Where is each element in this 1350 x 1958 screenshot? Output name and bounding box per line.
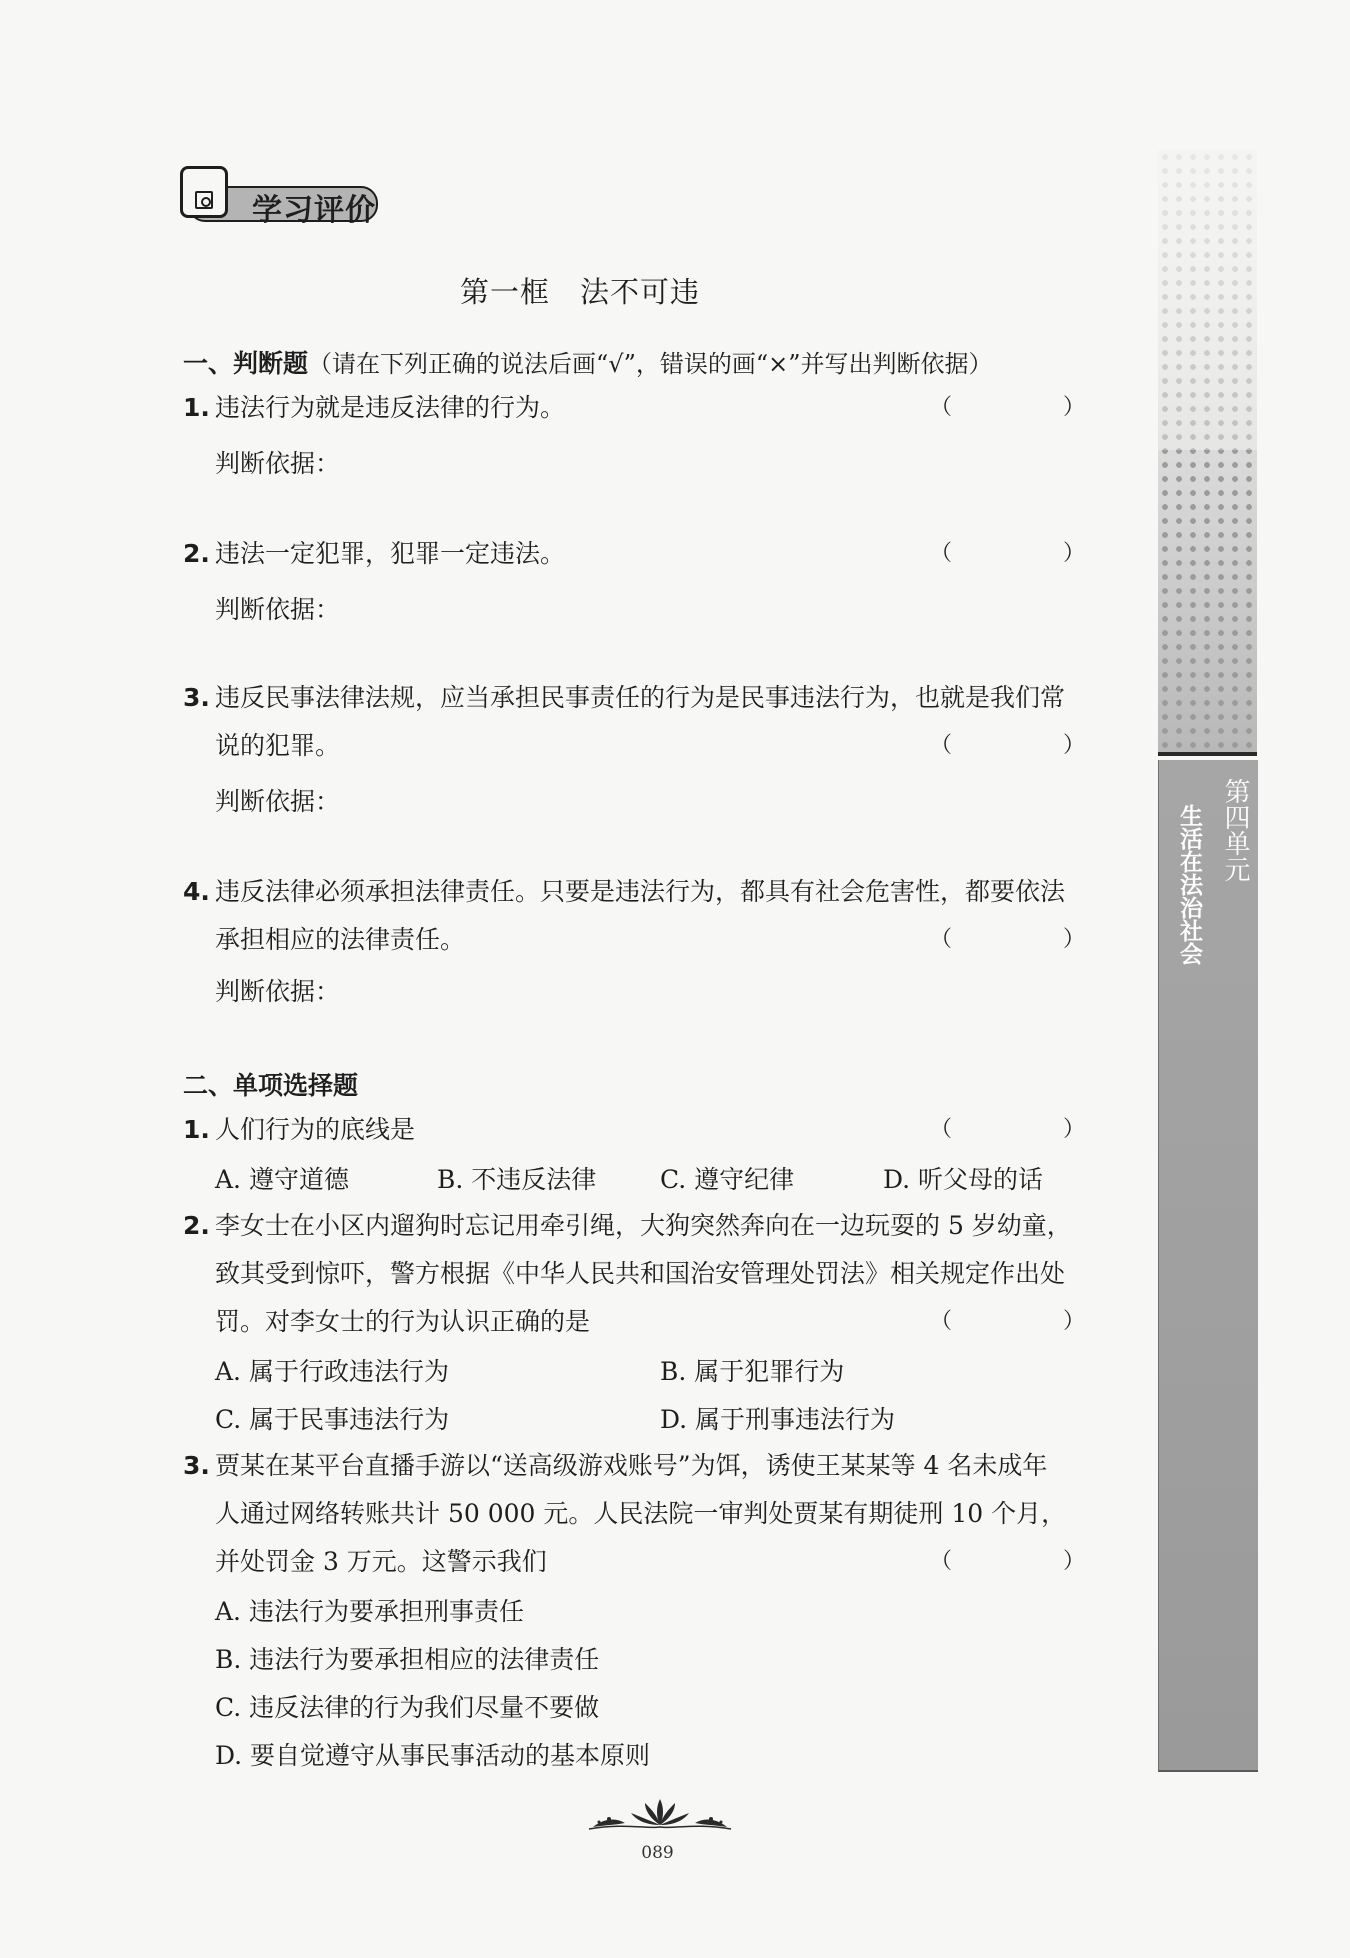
question-line: 李女士在小区内遛狗时忘记用牵引绳，大狗突然奔向在一边玩耍的 5 岁幼童，	[215, 1211, 1072, 1240]
option-b[interactable]: B. 不违反法律	[437, 1165, 597, 1194]
answer-blank[interactable]: （ ）	[930, 541, 1137, 566]
option-b[interactable]: B. 违法行为要承担相应的法律责任	[215, 1645, 600, 1674]
judgment-question-1	[183, 384, 1137, 432]
question-number: 2.	[183, 1211, 210, 1240]
judgment-question-2	[183, 530, 1137, 578]
answer-blank[interactable]: （ ）	[930, 1549, 1137, 1574]
floppy-icon	[180, 166, 228, 218]
question-text: 人们行为的底线是	[215, 1115, 416, 1144]
option-b[interactable]: B. 属于犯罪行为	[660, 1357, 845, 1386]
choice-question-1	[183, 1106, 1137, 1154]
question-number: 2.	[183, 539, 210, 568]
question-number: 3.	[183, 683, 210, 712]
question-line: 致其受到惊吓，警方根据《中华人民共和国治安管理处罚法》相关规定作出处	[215, 1259, 1066, 1288]
page-number: 089	[641, 1843, 674, 1863]
choice-question-3	[183, 1442, 1137, 1586]
question-line: 并处罚金 3 万元。这警示我们	[215, 1547, 547, 1576]
basis-label: 判断依据：	[215, 595, 341, 624]
question-number: 4.	[183, 877, 210, 906]
badge-label: 学习评价	[252, 193, 376, 228]
section1-title-text: 一、判断题	[183, 349, 309, 378]
basis-label: 判断依据：	[215, 977, 341, 1006]
question-number: 1.	[183, 393, 210, 422]
question-line: 承担相应的法律责任。	[215, 925, 466, 954]
option-d[interactable]: D. 属于刑事违法行为	[660, 1405, 896, 1434]
unit-label: 第四单元	[1220, 778, 1250, 882]
option-d[interactable]: D. 听父母的话	[883, 1165, 1044, 1194]
question-line: 罚。对李女士的行为认识正确的是	[215, 1307, 591, 1336]
question-line: 人通过网络转账共计 50 000 元。人民法院一审判处贾某有期徒刑 10 个月，	[215, 1499, 1067, 1528]
answer-blank[interactable]: （ ）	[930, 733, 1137, 758]
section1-instructions: （请在下列正确的说法后画“√”，错误的画“×”并写出判断依据）	[308, 350, 993, 378]
option-a[interactable]: A. 遵守道德	[215, 1165, 349, 1194]
section1-title	[183, 344, 993, 380]
answer-blank[interactable]: （ ）	[930, 1117, 1137, 1142]
judgment-question-3	[183, 674, 1137, 770]
option-a[interactable]: A. 属于行政违法行为	[215, 1357, 449, 1386]
basis-label: 判断依据：	[215, 787, 341, 816]
option-c[interactable]: C. 属于民事违法行为	[215, 1405, 450, 1434]
sidebar-divider	[1158, 752, 1257, 756]
unit-subtitle: 生活在法治社会	[1176, 804, 1202, 965]
judgment-question-4	[183, 868, 1137, 964]
option-c[interactable]: C. 遵守纪律	[660, 1165, 795, 1194]
question-text: 违法行为就是违反法律的行为。	[215, 393, 566, 422]
question-line: 贾某在某平台直播手游以“送高级游戏账号”为饵，诱使王某某等 4 名未成年	[215, 1451, 1048, 1480]
answer-blank[interactable]: （ ）	[930, 395, 1137, 420]
option-c[interactable]: C. 违反法律的行为我们尽量不要做	[215, 1693, 600, 1722]
question-line: 违反民事法律法规，应当承担民事责任的行为是民事违法行为，也就是我们常	[215, 683, 1066, 712]
question-text: 违法一定犯罪，犯罪一定违法。	[215, 539, 566, 568]
answer-blank[interactable]: （ ）	[930, 1309, 1137, 1334]
question-number: 1.	[183, 1115, 210, 1144]
section-badge	[180, 166, 376, 228]
option-d[interactable]: D. 要自觉遵守从事民事活动的基本原则	[215, 1741, 651, 1770]
question-line: 违反法律必须承担法律责任。只要是违法行为，都具有社会危害性，都要依法	[215, 877, 1066, 906]
question-number: 3.	[183, 1451, 210, 1480]
basis-label: 判断依据：	[215, 449, 341, 478]
unit-sidebar	[1158, 760, 1258, 1772]
floral-ornament-icon	[585, 1795, 735, 1837]
question-line: 说的犯罪。	[215, 731, 341, 760]
sidebar-halftone	[1158, 150, 1257, 752]
choice-question-2	[183, 1202, 1137, 1346]
section2-title: 二、单项选择题	[183, 1071, 359, 1100]
answer-blank[interactable]: （ ）	[930, 927, 1137, 952]
option-a[interactable]: A. 违法行为要承担刑事责任	[215, 1597, 524, 1626]
frame-title: 第一框 法不可违	[459, 275, 700, 309]
